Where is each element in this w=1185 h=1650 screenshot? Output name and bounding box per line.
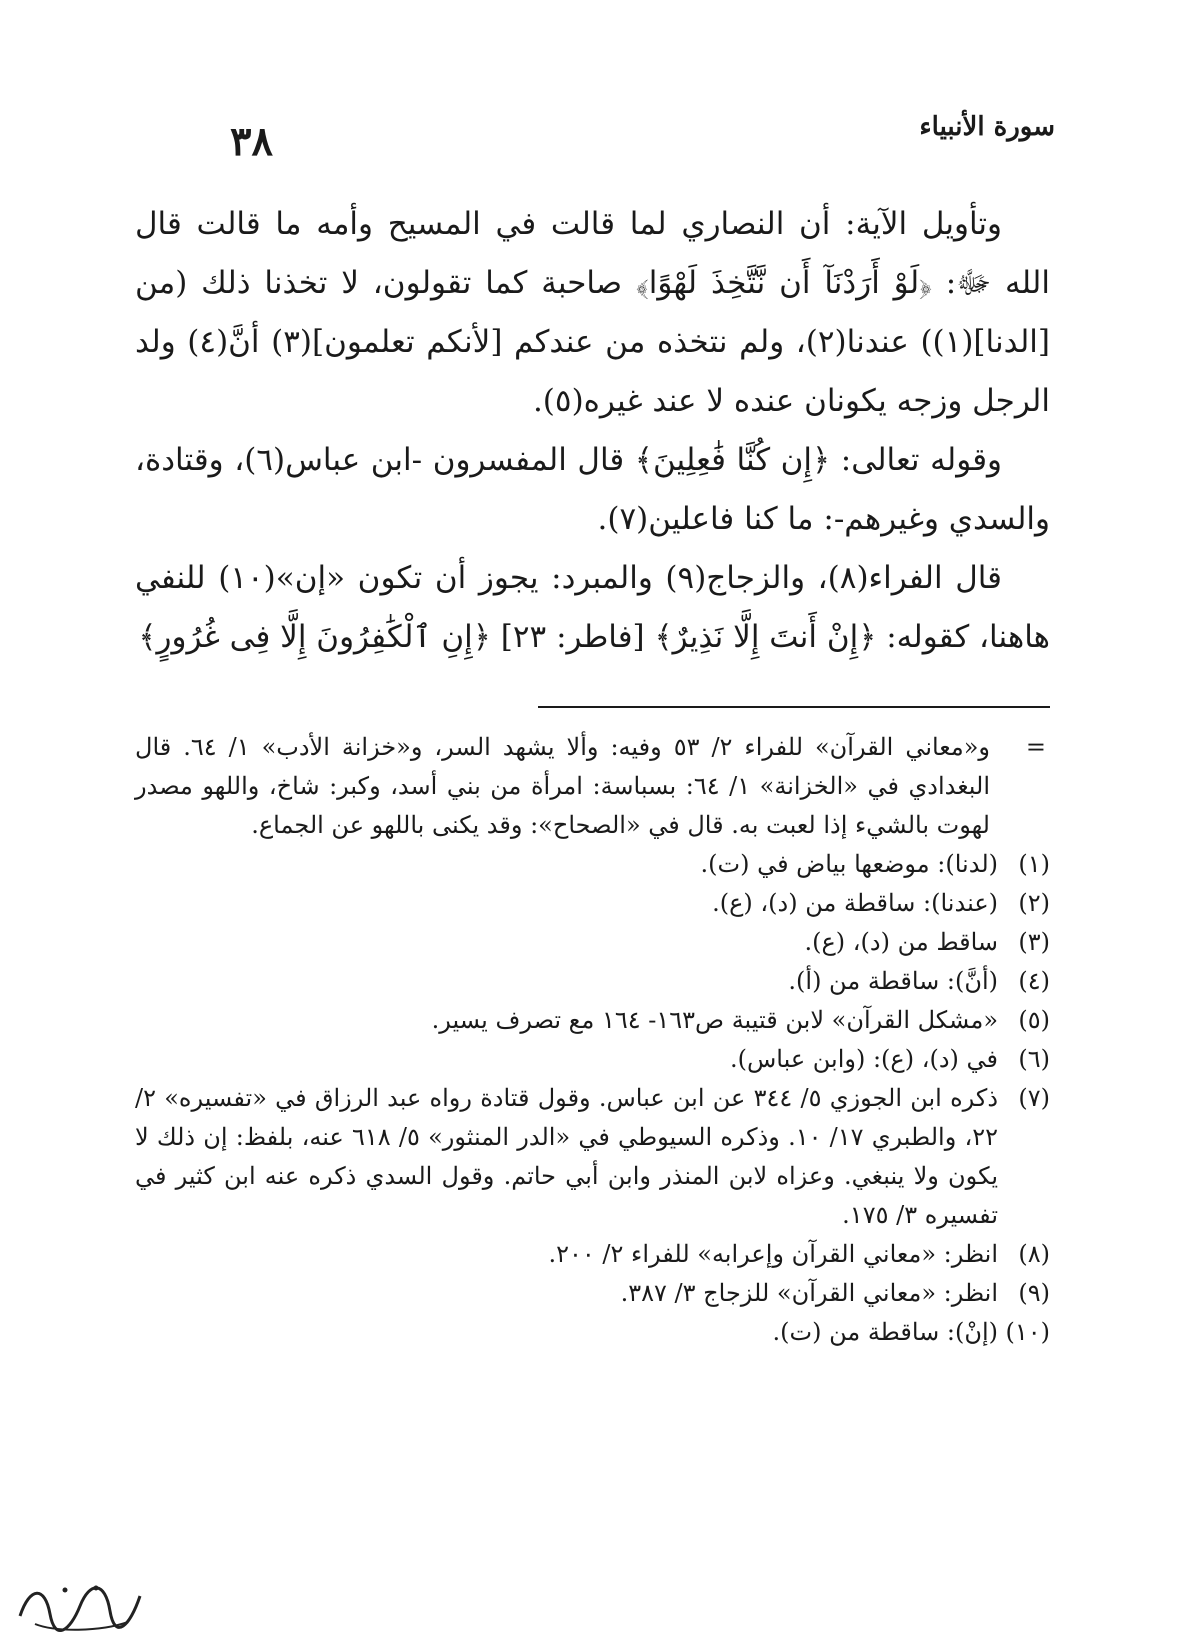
page-number: ٣٨ bbox=[230, 118, 273, 165]
footnote-text: (أنَّ): ساقطة من (أ). bbox=[788, 967, 998, 995]
calligraphy-logo-icon bbox=[10, 1576, 150, 1636]
footnote-item bbox=[135, 1079, 1050, 1235]
paragraph-1: وتأويل الآية: أن النصاري لما قالت في المسيح وأمه ما قالت قال الله ﷻ: ﴿لَوْ أَرَدْنَآ أَن نَّتَّخِذَ لَهْوًا﴾ صاحبة كما تقولون، لا تخذنا ذلك (من [الدنا](١)) عندنا(٢)، ولم نتخذه من عندكم [لأنكم تعلمون](٣) أنَّ(٤) ولد الرجل وزجه يكونان عنده لا عند غيره(٥). bbox=[135, 206, 1050, 419]
paragraph-2: وقوله تعالى: ﴿إِن كُنَّا فَٰعِلِينَ﴾ قال المفسرون -ابن عباس(٦)، وقتادة، والسدي وغيرهم-: ما كنا فاعلين(٧). bbox=[135, 442, 1050, 537]
footnote-text: (عندنا): ساقطة من (د)، (ع). bbox=[712, 889, 998, 917]
footnote-number: (١٠) bbox=[1005, 1318, 1050, 1346]
surah-title: سورة الأنبياء bbox=[919, 112, 1055, 142]
footnote-item bbox=[135, 1274, 1050, 1313]
footnote-text: (لدنا): موضعها بياض في (ت). bbox=[700, 850, 998, 878]
footnote-separator bbox=[538, 706, 1050, 708]
footnote-item bbox=[135, 845, 1050, 884]
footnote-text: انظر: «معاني القرآن» للزجاج ٣/ ٣٨٧. bbox=[620, 1279, 998, 1307]
footnote-number: (٢) bbox=[1018, 889, 1050, 917]
logo-dot bbox=[94, 1586, 99, 1591]
page-header bbox=[230, 108, 1055, 168]
footnote-item bbox=[135, 962, 1050, 1001]
continuation-marker: = bbox=[1025, 733, 1046, 761]
continuation-text: و«معاني القرآن» للفراء ٢/ ٥٣ وفيه: وألا يشهد السر، و«خزانة الأدب» ١/ ٦٤. قال البغدادي في «الخزانة» ١/ ٦٤: بسباسة: امرأة من بني أسد، وكبر: شاخ، واللهو مصدر لهوت بالشيء إذا لعبت به. قال في «الصحاح»: وقد يكنى باللهو عن الجماع. bbox=[135, 733, 991, 839]
footnote-number: (٧) bbox=[1018, 1084, 1050, 1112]
footnote-text: (إنْ): ساقطة من (ت). bbox=[772, 1318, 998, 1346]
footnotes bbox=[135, 728, 1050, 1352]
footnote-item bbox=[135, 1313, 1050, 1352]
main-text bbox=[135, 195, 1050, 667]
footnote-text: ذكره ابن الجوزي ٥/ ٣٤٤ عن ابن عباس. وقول قتادة رواه عبد الرزاق في «تفسيره» ٢/ ٢٢، والطبري ١٧/ ١٠. وذكره السيوطي في «الدر المنثور» ٥/ ٦١٨ عنه، بلفظ: إن ذلك لا يكون ولا ينبغي. وعزاه لابن المنذر وابن أبي حاتم. وقول السدي ذكره عنه ابن كثير في تفسيره ٣/ ١٧٥. bbox=[135, 1084, 999, 1229]
footnote-text: في (د)، (ع): (وابن عباس). bbox=[729, 1045, 998, 1073]
footnote-item bbox=[135, 884, 1050, 923]
footnote-continuation bbox=[135, 728, 1050, 845]
logo-dot bbox=[63, 1588, 68, 1593]
separator-line bbox=[538, 706, 1050, 708]
footnote-item bbox=[135, 923, 1050, 962]
paragraph-3: قال الفراء(٨)، والزجاج(٩) والمبرد: يجوز أن تكون «إن»(١٠) للنفي هاهنا، كقوله: ﴿إِنْ أَنتَ إِلَّا نَذِيرٌ﴾ [فاطر: ٢٣] ﴿إِنِ ٱلْكَٰفِرُونَ إِلَّا فِى غُرُورٍ﴾ bbox=[135, 560, 1050, 655]
footnote-item bbox=[135, 1235, 1050, 1274]
footnote-text: «مشكل القرآن» لابن قتيبة ص١٦٣- ١٦٤ مع تصرف يسير. bbox=[431, 1006, 998, 1034]
footnote-number: (٥) bbox=[1018, 1006, 1050, 1034]
footnote-number: (٤) bbox=[1018, 967, 1050, 995]
footnote-text: ساقط من (د)، (ع). bbox=[804, 928, 998, 956]
footnote-item bbox=[135, 1001, 1050, 1040]
footnote-number: (٦) bbox=[1018, 1045, 1050, 1073]
footnote-text: انظر: «معاني القرآن وإعرابه» للفراء ٢/ ٢٠٠. bbox=[548, 1240, 998, 1268]
footnote-number: (١) bbox=[1018, 850, 1050, 878]
footnote-item bbox=[135, 1040, 1050, 1079]
footnote-number: (٩) bbox=[1018, 1279, 1050, 1307]
footnote-number: (٨) bbox=[1018, 1240, 1050, 1268]
footnote-number: (٣) bbox=[1018, 928, 1050, 956]
